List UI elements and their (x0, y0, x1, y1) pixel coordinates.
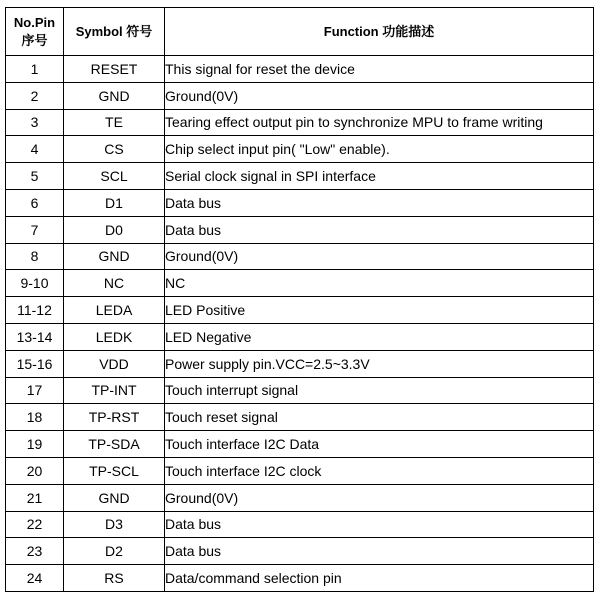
pin-function-cell: Data bus (165, 511, 594, 538)
pin-symbol-cell: TP-RST (64, 404, 165, 431)
pin-function-cell: Touch reset signal (165, 404, 594, 431)
pin-number-cell: 22 (6, 511, 64, 538)
table-row (6, 82, 594, 109)
pin-function-cell: Data bus (165, 216, 594, 243)
pin-symbol-cell: TE (64, 109, 165, 136)
table-body (6, 56, 594, 592)
pin-symbol-cell: GND (64, 243, 165, 270)
table-row (6, 189, 594, 216)
pin-number-cell: 1 (6, 56, 64, 83)
table-row (6, 297, 594, 324)
pin-symbol-cell: GND (64, 82, 165, 109)
pin-definition-table (5, 7, 594, 592)
pin-symbol-cell: TP-SCL (64, 457, 165, 484)
table-row (6, 56, 594, 83)
pin-number-cell: 8 (6, 243, 64, 270)
table-row (6, 350, 594, 377)
pin-function-cell: Ground(0V) (165, 82, 594, 109)
pin-function-cell: This signal for reset the device (165, 56, 594, 83)
header-function: Function 功能描述 (165, 8, 594, 56)
table-row (6, 404, 594, 431)
table-header-row (6, 8, 594, 56)
pin-symbol-cell: D3 (64, 511, 165, 538)
pin-number-cell: 7 (6, 216, 64, 243)
pin-symbol-cell: SCL (64, 163, 165, 190)
table-row (6, 270, 594, 297)
clipped-heading-fragment (0, 0, 600, 6)
pin-number-cell: 13-14 (6, 323, 64, 350)
pin-function-cell: Data bus (165, 538, 594, 565)
pin-symbol-cell: TP-SDA (64, 431, 165, 458)
table-row (6, 216, 594, 243)
pin-function-cell: Serial clock signal in SPI interface (165, 163, 594, 190)
header-no-pin (6, 8, 64, 56)
pin-symbol-cell: RESET (64, 56, 165, 83)
pin-function-cell: Ground(0V) (165, 484, 594, 511)
pin-function-cell: Data bus (165, 189, 594, 216)
pin-number-cell: 5 (6, 163, 64, 190)
pin-function-cell: Touch interface I2C clock (165, 457, 594, 484)
pin-number-cell: 19 (6, 431, 64, 458)
table-row (6, 377, 594, 404)
pin-function-cell: Touch interface I2C Data (165, 431, 594, 458)
pin-number-cell: 6 (6, 189, 64, 216)
pin-symbol-cell: LEDA (64, 297, 165, 324)
pin-number-cell: 21 (6, 484, 64, 511)
table-row (6, 457, 594, 484)
pin-number-cell: 17 (6, 377, 64, 404)
pin-function-cell: Data/command selection pin (165, 565, 594, 592)
pin-number-cell: 15-16 (6, 350, 64, 377)
pin-number-cell: 24 (6, 565, 64, 592)
pin-symbol-cell: RS (64, 565, 165, 592)
table-row (6, 109, 594, 136)
pin-number-cell: 2 (6, 82, 64, 109)
pin-symbol-cell: VDD (64, 350, 165, 377)
pin-symbol-cell: D0 (64, 216, 165, 243)
header-symbol: Symbol 符号 (64, 8, 165, 56)
pin-function-cell: NC (165, 270, 594, 297)
pin-symbol-cell: D2 (64, 538, 165, 565)
table-row (6, 538, 594, 565)
pin-number-cell: 3 (6, 109, 64, 136)
pin-function-cell: Touch interrupt signal (165, 377, 594, 404)
pin-function-cell: Chip select input pin( "Low" enable). (165, 136, 594, 163)
pin-function-cell: Ground(0V) (165, 243, 594, 270)
table-row (6, 431, 594, 458)
pin-number-cell: 23 (6, 538, 64, 565)
pin-number-cell: 4 (6, 136, 64, 163)
table-row (6, 243, 594, 270)
pin-number-cell: 9-10 (6, 270, 64, 297)
table-row (6, 136, 594, 163)
header-no-pin-en: No.Pin (13, 14, 56, 30)
pin-function-cell: Power supply pin.VCC=2.5~3.3V (165, 350, 594, 377)
table-row (6, 163, 594, 190)
pin-number-cell: 11-12 (6, 297, 64, 324)
pin-function-cell: LED Positive (165, 297, 594, 324)
pin-symbol-cell: D1 (64, 189, 165, 216)
table-row (6, 511, 594, 538)
table-row (6, 323, 594, 350)
pin-function-cell: LED Negative (165, 323, 594, 350)
pin-symbol-cell: TP-INT (64, 377, 165, 404)
pin-symbol-cell: GND (64, 484, 165, 511)
pin-number-cell: 18 (6, 404, 64, 431)
pin-symbol-cell: CS (64, 136, 165, 163)
table-row (6, 565, 594, 592)
pin-number-cell: 20 (6, 457, 64, 484)
table-row (6, 484, 594, 511)
header-no-pin-cn: 序号 (21, 32, 48, 48)
pin-symbol-cell: LEDK (64, 323, 165, 350)
pin-symbol-cell: NC (64, 270, 165, 297)
pin-function-cell: Tearing effect output pin to synchronize MPU to frame writing (165, 109, 594, 136)
